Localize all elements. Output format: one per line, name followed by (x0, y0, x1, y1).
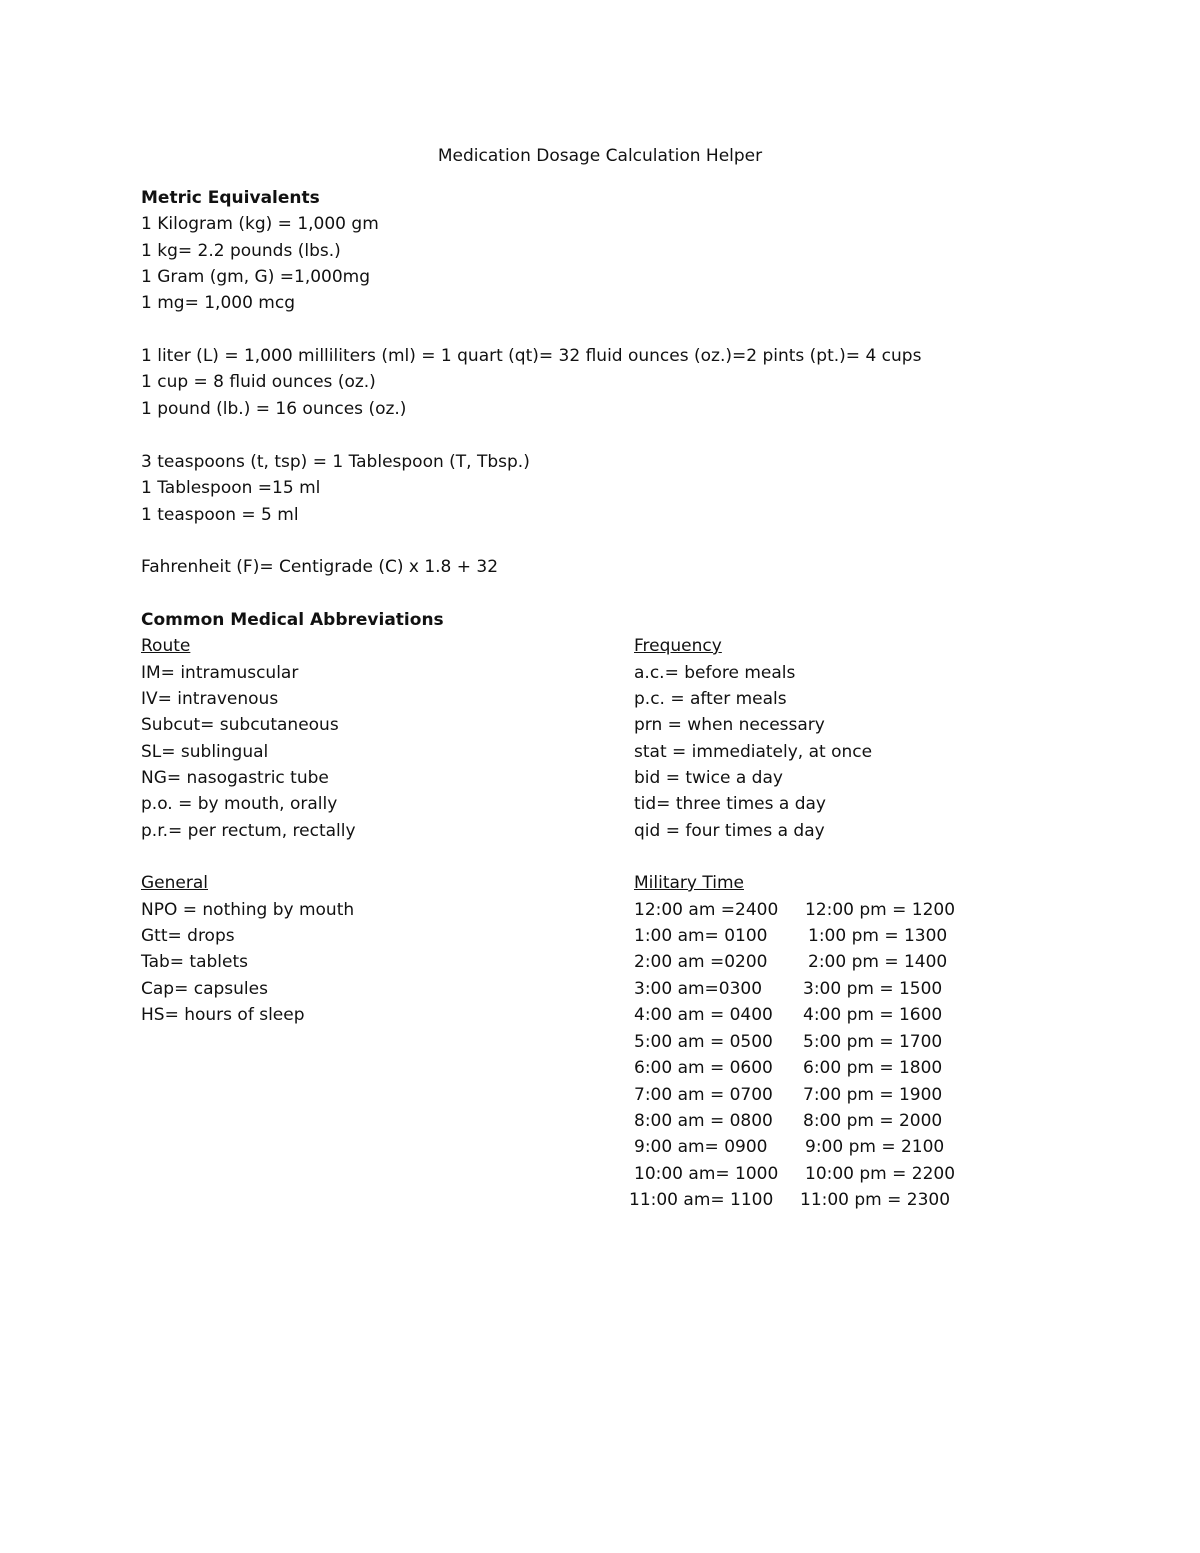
military-time-am: 1:00 am= 0100 (634, 926, 768, 946)
military-time-pm: 4:00 pm = 1600 (803, 1005, 943, 1025)
frequency-item: qid = four times a day (634, 821, 825, 841)
frequency-item: prn = when necessary (634, 715, 825, 735)
military-time-pm: 7:00 pm = 1900 (803, 1085, 943, 1105)
frequency-item: bid = twice a day (634, 768, 783, 788)
military-time-heading: Military Time (634, 873, 744, 893)
metric-line: 1 Gram (gm, G) =1,000mg (141, 267, 371, 287)
metric-line: 1 mg= 1,000 mcg (141, 293, 295, 313)
military-time-pm: 9:00 pm = 2100 (805, 1137, 945, 1157)
military-time-am: 9:00 am= 0900 (634, 1137, 768, 1157)
military-time-pm: 12:00 pm = 1200 (805, 900, 956, 920)
military-time-am: 6:00 am = 0600 (634, 1058, 773, 1078)
page-title: Medication Dosage Calculation Helper (437, 146, 763, 166)
route-item: IM= intramuscular (141, 663, 299, 683)
frequency-item: a.c.= before meals (634, 663, 796, 683)
military-time-pm: 1:00 pm = 1300 (808, 926, 948, 946)
spoon-line: 1 teaspoon = 5 ml (141, 505, 299, 525)
route-item: p.o. = by mouth, orally (141, 794, 338, 814)
temperature-formula: Fahrenheit (F)= Centigrade (C) x 1.8 + 32 (141, 557, 499, 577)
general-item: Cap= capsules (141, 979, 268, 999)
route-item: IV= intravenous (141, 689, 279, 709)
military-time-am: 5:00 am = 0500 (634, 1032, 773, 1052)
general-item: Gtt= drops (141, 926, 235, 946)
military-time-am: 2:00 am =0200 (634, 952, 768, 972)
frequency-item: p.c. = after meals (634, 689, 787, 709)
military-time-pm: 6:00 pm = 1800 (803, 1058, 943, 1078)
military-time-pm: 10:00 pm = 2200 (805, 1164, 956, 1184)
route-item: Subcut= subcutaneous (141, 715, 339, 735)
volume-line: 1 liter (L) = 1,000 milliliters (ml) = 1 quart (qt)= 32 fluid ounces (oz.)=2 pints (pt.)= 4 cups (141, 346, 922, 366)
route-item: p.r.= per rectum, rectally (141, 821, 356, 841)
military-time-am: 7:00 am = 0700 (634, 1085, 773, 1105)
military-time-pm: 8:00 pm = 2000 (803, 1111, 943, 1131)
abbreviations-heading: Common Medical Abbreviations (141, 610, 444, 630)
volume-line: 1 pound (lb.) = 16 ounces (oz.) (141, 399, 407, 419)
military-time-am: 12:00 am =2400 (634, 900, 779, 920)
route-item: SL= sublingual (141, 742, 269, 762)
military-time-pm: 3:00 pm = 1500 (803, 979, 943, 999)
metric-line: 1 Kilogram (kg) = 1,000 gm (141, 214, 379, 234)
military-time-am: 3:00 am=0300 (634, 979, 763, 999)
military-time-pm: 2:00 pm = 1400 (808, 952, 948, 972)
military-time-am: 8:00 am = 0800 (634, 1111, 773, 1131)
frequency-item: stat = immediately, at once (634, 742, 873, 762)
military-time-pm: 11:00 pm = 2300 (800, 1190, 951, 1210)
general-item: HS= hours of sleep (141, 1005, 305, 1025)
general-heading: General (141, 873, 208, 893)
frequency-item: tid= three times a day (634, 794, 826, 814)
route-item: NG= nasogastric tube (141, 768, 329, 788)
metric-heading: Metric Equivalents (141, 188, 320, 208)
military-time-am: 4:00 am = 0400 (634, 1005, 773, 1025)
military-time-am: 10:00 am= 1000 (634, 1164, 779, 1184)
spoon-line: 1 Tablespoon =15 ml (141, 478, 321, 498)
metric-line: 1 kg= 2.2 pounds (lbs.) (141, 241, 341, 261)
general-item: Tab= tablets (141, 952, 249, 972)
military-time-am: 11:00 am= 1100 (629, 1190, 774, 1210)
spoon-line: 3 teaspoons (t, tsp) = 1 Tablespoon (T, Tbsp.) (141, 452, 530, 472)
frequency-heading: Frequency (634, 636, 722, 656)
route-heading: Route (141, 636, 191, 656)
volume-line: 1 cup = 8 fluid ounces (oz.) (141, 372, 376, 392)
general-item: NPO = nothing by mouth (141, 900, 355, 920)
military-time-pm: 5:00 pm = 1700 (803, 1032, 943, 1052)
